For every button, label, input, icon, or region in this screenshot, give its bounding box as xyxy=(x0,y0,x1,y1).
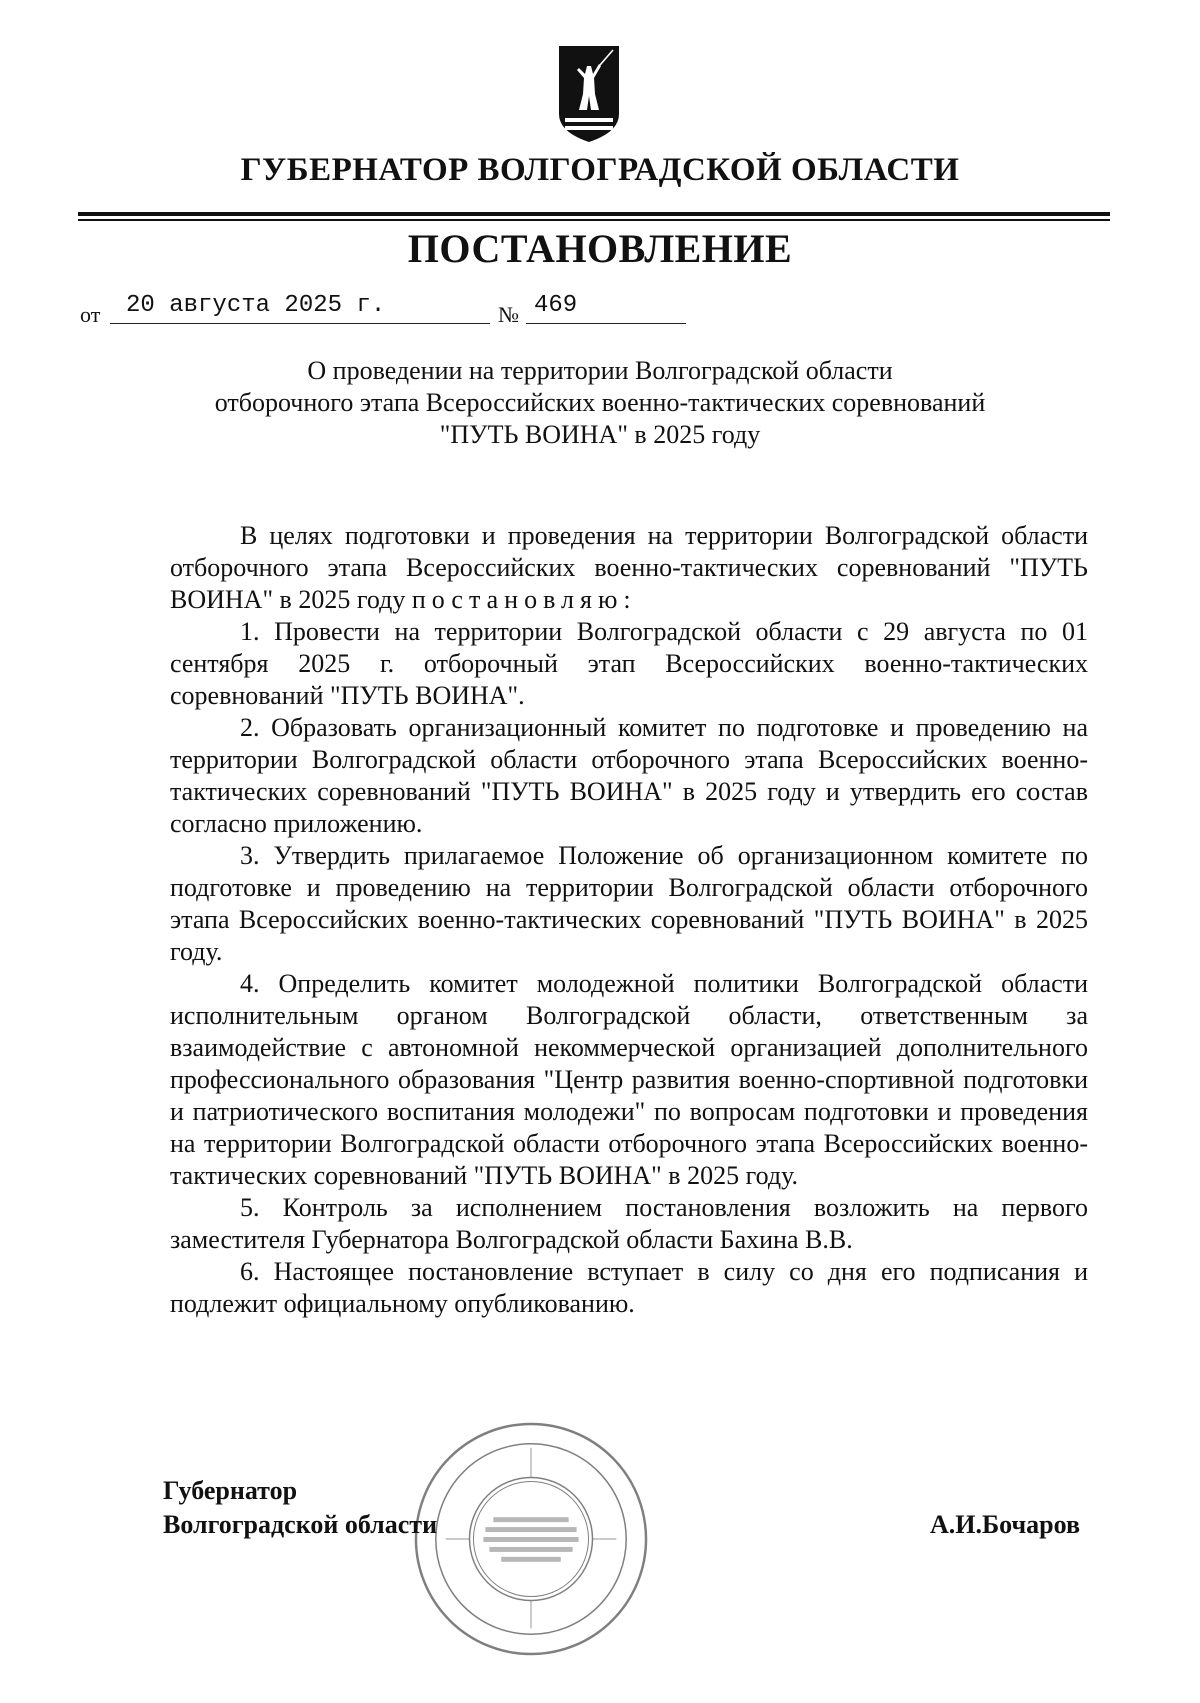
coat-of-arms-icon xyxy=(557,44,621,144)
header-rule-thick xyxy=(78,212,1110,216)
decree-word: постановляю: xyxy=(411,585,637,614)
number-label: № xyxy=(498,302,519,327)
document-date: 20 августа 2025 г. xyxy=(110,292,490,324)
document-type: ПОСТАНОВЛЕНИЕ xyxy=(407,226,793,271)
preamble-text: В целях подготовки и проведения на территории Волгоградской области отборочного этапа Всероссийских военно-тактических соревнований "ПУТЬ ВОИНА" в 2025 году xyxy=(170,521,1088,614)
subject-line: О проведении на территории Волгоградской области xyxy=(307,356,893,385)
subject-line: "ПУТЬ ВОИНА" в 2025 году xyxy=(439,420,761,449)
document-subject xyxy=(140,355,1060,451)
item-paragraph: 5. Контроль за исполнением постановления возложить на первого заместителя Губернатора Волгоградской области Бахина В.В. xyxy=(170,1193,1088,1254)
item-paragraph: 6. Настоящее постановление вступает в силу со дня его подписания и подлежит официальному опубликованию. xyxy=(170,1257,1088,1318)
signatory-position xyxy=(163,1474,437,1542)
position-line: Губернатор xyxy=(163,1476,298,1505)
header-rule-thin xyxy=(78,219,1110,221)
item-paragraph: 3. Утвердить прилагаемое Положение об организационном комитете по подготовке и проведению на территории Волгоградской области отборочного этапа Всероссийских военно-тактических соревнований "ПУТЬ ВОИНА" в 2025 году. xyxy=(170,841,1088,966)
date-label: от xyxy=(80,302,101,327)
item-paragraph: 4. Определить комитет молодежной политики Волгоградской области исполнительным органом Волгоградской области, ответственным за взаимодействие с автономной некоммерческой организацией дополнительного профессионального образования "Центр развития военно-спортивной подготовки и патриотического воспитания молодежи" по вопросам подготовки и проведения на территории Волгоградской области отборочного этапа Всероссийских военно-тактических соревнований "ПУТЬ ВОИНА" в 2025 году. xyxy=(170,969,1088,1190)
position-line: Волгоградской области xyxy=(163,1510,438,1539)
signatory-name: А.И.Бочаров xyxy=(929,1510,1080,1539)
item-paragraph: 1. Провести на территории Волгоградской области с 29 августа по 01 сентября 2025 г. отборочный этап Всероссийских военно-тактических соревнований "ПУТЬ ВОИНА". xyxy=(170,617,1088,710)
preamble-paragraph xyxy=(170,520,1088,616)
stamp-seal-icon xyxy=(412,1420,650,1658)
document-number: 469 xyxy=(526,292,686,324)
issuer-title: ГУБЕРНАТОР ВОЛГОГРАДСКОЙ ОБЛАСТИ xyxy=(240,152,960,188)
item-paragraph: 2. Образовать организационный комитет по подготовке и проведению на территории Волгоградской области отборочного этапа Всероссийских военно-тактических соревнований "ПУТЬ ВОИНА" в 2025 году и утвердить его состав согласно приложению. xyxy=(170,713,1088,838)
document-body xyxy=(170,520,1088,1320)
subject-line: отборочного этапа Всероссийских военно-тактических соревнований xyxy=(214,388,986,417)
date-number-line xyxy=(80,290,700,330)
